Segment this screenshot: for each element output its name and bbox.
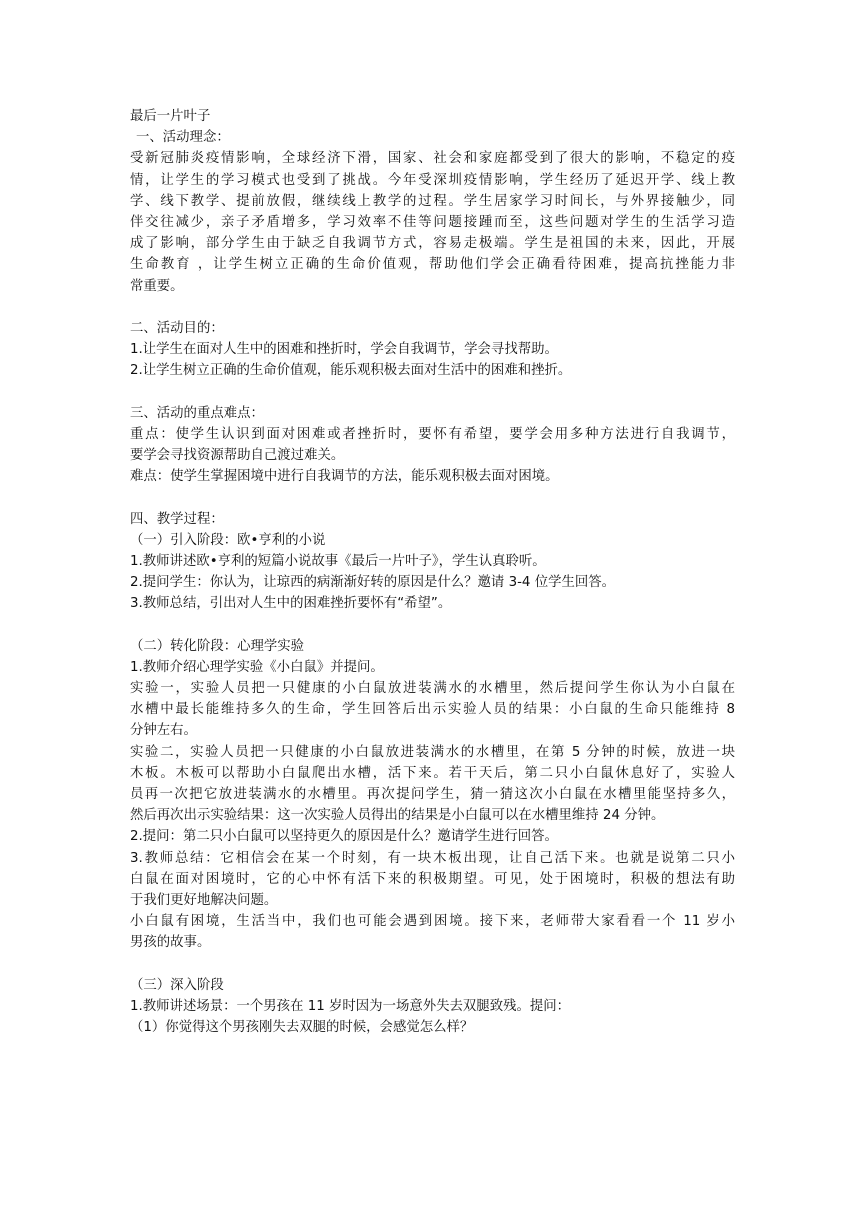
paragraph-line: 成了影响，部分学生由于缺乏自我调节方式，容易走极端。学生是祖国的未来，因此，开展 <box>130 236 735 252</box>
list-item: 2.提问学生：你认为，让琼西的病渐渐好转的原因是什么？邀请 3-4 位学生回答。 <box>130 575 616 591</box>
paragraph-line: 木板。木板可以帮助小白鼠爬出水槽，活下来。若干天后，第二只小白鼠休息好了，实验人 <box>130 765 735 781</box>
list-item: 1.让学生在面对人生中的困难和挫折时，学会自我调节，学会寻找帮助。 <box>130 342 558 358</box>
paragraph-line: 于我们更好地解决问题。 <box>130 892 278 908</box>
paragraph-line: 1.教师介绍心理学实验《小白鼠》并提问。 <box>130 659 384 675</box>
list-item: 1.教师讲述欧•亨利的短篇小说故事《最后一片叶子》，学生认真聆听。 <box>130 553 546 569</box>
paragraph-line: （1）你觉得这个男孩刚失去双腿的时候，会感觉怎么样？ <box>130 1020 474 1036</box>
blank-line <box>130 381 735 402</box>
section-heading-1: 一、活动理念： <box>136 130 230 146</box>
section-heading-3: 三、活动的重点难点： <box>130 405 264 421</box>
paragraph-line: 学、线下教学、提前放假，继续线上教学的过程。学生居家学习时间长，与外界接触少，同 <box>130 193 735 209</box>
subsection-heading-2: （二）转化阶段：心理学实验 <box>130 638 305 654</box>
document-title: 最后一片叶子 <box>130 109 211 124</box>
paragraph-line: 实验二，实验人员把一只健康的小白鼠放进装满水的水槽里，在第 5 分钟的时候，放进一块 <box>130 744 735 760</box>
paragraph-line: 员再一次把它放进装满水的水槽里。再次提问学生，猜一猜这次小白鼠在水槽里能坚持多久， <box>130 787 735 802</box>
list-item: 3.教师总结，引出对人生中的困难挫折要怀有“希望”。 <box>130 596 452 612</box>
paragraph-line: 3.教师总结：它相信会在某一个时刻，有一块木板出现，让自己活下来。也就是说第二只小 <box>130 850 735 866</box>
paragraph-line: 重点：使学生认识到面对困难或者挫折时，要怀有希望，要学会用多种方法进行自我调节， <box>130 426 735 442</box>
blank-line <box>130 297 735 318</box>
paragraph-line: 常重要。 <box>130 278 184 294</box>
paragraph-line: 生命教育 ，让学生树立正确的生命价值观，帮助他们学会正确看待困难，提高抗挫能力非 <box>130 257 735 273</box>
blank-line <box>130 954 735 975</box>
paragraph-line: 白鼠在面对困境时，它的心中怀有活下来的积极期望。可见，处于困境时，积极的想法有助 <box>130 871 735 887</box>
paragraph-line: 2.提问：第二只小白鼠可以坚持更久的原因是什么？邀请学生进行回答。 <box>130 829 558 845</box>
paragraph-line: 分钟左右。 <box>130 723 197 739</box>
section-heading-2: 二、活动目的： <box>130 320 224 336</box>
paragraph-line: 男孩的故事。 <box>130 935 211 951</box>
list-item: 2.让学生树立正确的生命价值观，能乐观积极去面对生活中的困难和挫折。 <box>130 363 572 379</box>
paragraph-line: 情，让学生的学习模式也受到了挑战。今年受深圳疫情影响，学生经历了延迟开学、线上教 <box>130 172 735 188</box>
paragraph-line: 难点：使学生掌握困境中进行自我调节的方法，能乐观积极去面对困境。 <box>130 469 559 485</box>
paragraph-line: 水槽中最长能维持多久的生命，学生回答后出示实验人员的结果：小白鼠的生命只能维持 8 <box>130 702 735 718</box>
subsection-heading-3: （三）深入阶段 <box>130 977 224 993</box>
section-heading-4: 四、教学过程： <box>130 511 224 527</box>
paragraph-line: 小白鼠有困境，生活当中，我们也可能会遇到困境。接下来，老师带大家看看一个 11 岁小 <box>130 914 735 930</box>
paragraph-line: 伴交往减少，亲子矛盾增多，学习效率不佳等问题接踵而至，这些问题对学生的生活学习造 <box>130 214 735 230</box>
paragraph-line: 受新冠肺炎疫情影响，全球经济下滑，国家、社会和家庭都受到了很大的影响，不稳定的疫 <box>130 151 735 167</box>
blank-line <box>130 487 735 508</box>
blank-line <box>130 615 735 636</box>
document-page <box>130 106 735 1038</box>
subsection-heading-1: （一）引入阶段：欧•亨利的小说 <box>130 532 326 548</box>
paragraph-line: 实验一，实验人员把一只健康的小白鼠放进装满水的水槽里，然后提问学生你认为小白鼠在 <box>130 681 735 697</box>
paragraph-line: 然后再次出示实验结果：这一次实验人员得出的结果是小白鼠可以在水槽里维持 24 分钟。 <box>130 808 665 824</box>
paragraph-line: 1.教师讲述场景：一个男孩在 11 岁时因为一场意外失去双腿致残。提问： <box>130 998 571 1014</box>
paragraph-line: 要学会寻找资源帮助自己渡过难关。 <box>130 448 345 463</box>
